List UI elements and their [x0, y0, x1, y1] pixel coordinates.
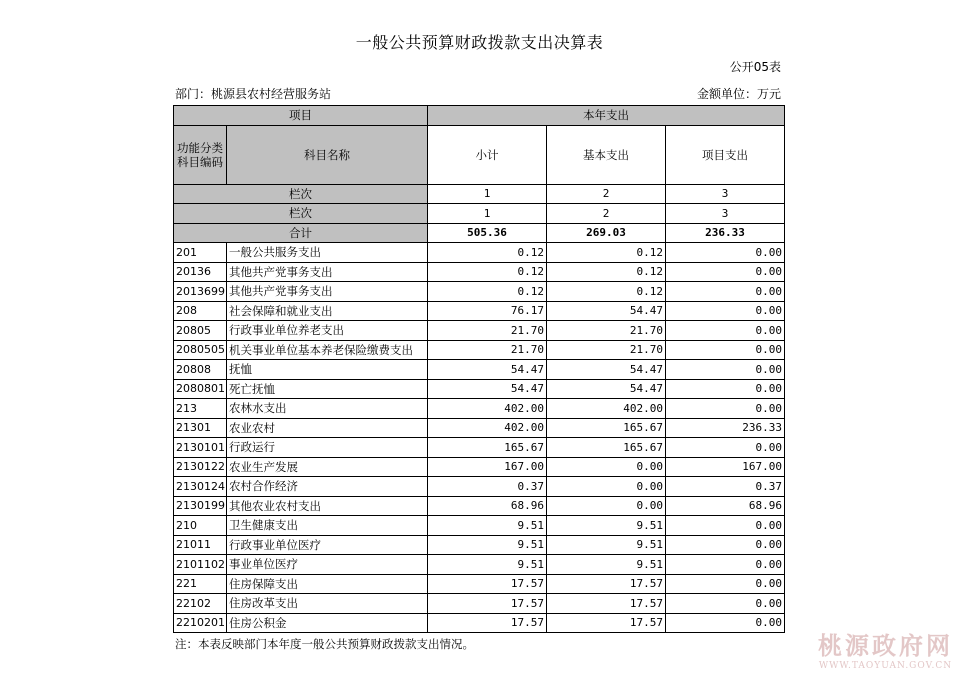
row-name: 农村合作经济	[227, 477, 428, 497]
row-code: 210	[174, 516, 227, 536]
table-row	[174, 594, 785, 614]
table-row	[174, 438, 785, 458]
row-project: 236.33	[666, 418, 785, 438]
header-basic: 基本支出	[547, 125, 666, 184]
total-label: 合计	[174, 223, 428, 243]
row-code: 2130122	[174, 457, 227, 477]
col-index-1: 1	[428, 184, 547, 204]
row-basic: 54.47	[547, 360, 666, 380]
row-project: 0.37	[666, 477, 785, 497]
row-project: 0.00	[666, 301, 785, 321]
row-basic: 54.47	[547, 379, 666, 399]
row-code: 2080801	[174, 379, 227, 399]
row-subtotal: 9.51	[428, 555, 547, 575]
row-basic: 54.47	[547, 301, 666, 321]
table-row	[174, 418, 785, 438]
row-name: 住房保障支出	[227, 574, 428, 594]
row-basic: 0.12	[547, 243, 666, 263]
row-project: 68.96	[666, 496, 785, 516]
row-basic: 17.57	[547, 574, 666, 594]
row-subtotal: 17.57	[428, 574, 547, 594]
table-row	[174, 360, 785, 380]
row-basic: 9.51	[547, 516, 666, 536]
row-name: 农业生产发展	[227, 457, 428, 477]
row-project: 0.00	[666, 438, 785, 458]
row-name: 社会保障和就业支出	[227, 301, 428, 321]
row-code: 2080505	[174, 340, 227, 360]
row-code: 2130101	[174, 438, 227, 458]
total-subtotal: 505.36	[428, 223, 547, 243]
watermark-url: WWW.TAOYUAN.GOV.CN	[818, 661, 953, 671]
row-basic: 0.00	[547, 477, 666, 497]
row-basic: 0.00	[547, 457, 666, 477]
table-row	[174, 262, 785, 282]
total-project: 236.33	[666, 223, 785, 243]
col-index-2: 2	[547, 184, 666, 204]
row-name: 农林水支出	[227, 399, 428, 419]
row-code: 201	[174, 243, 227, 263]
row-project: 0.00	[666, 243, 785, 263]
row-subtotal: 0.12	[428, 282, 547, 302]
row-subtotal: 76.17	[428, 301, 547, 321]
row-basic: 9.51	[547, 535, 666, 555]
row-code: 20808	[174, 360, 227, 380]
row-basic: 9.51	[547, 555, 666, 575]
table-row	[174, 321, 785, 341]
table-row	[174, 555, 785, 575]
row-project: 0.00	[666, 535, 785, 555]
row-code: 22102	[174, 594, 227, 614]
col-index-3: 3	[666, 184, 785, 204]
row-subtotal: 165.67	[428, 438, 547, 458]
row-basic: 0.12	[547, 282, 666, 302]
row-project: 0.00	[666, 282, 785, 302]
table-row	[174, 399, 785, 419]
row-subtotal: 402.00	[428, 399, 547, 419]
row-subtotal: 17.57	[428, 594, 547, 614]
row-subtotal: 0.12	[428, 243, 547, 263]
row-code: 221	[174, 574, 227, 594]
row-project: 0.00	[666, 379, 785, 399]
row-basic: 402.00	[547, 399, 666, 419]
footnote: 注：本表反映部门本年度一般公共预算财政拨款支出情况。	[175, 637, 474, 651]
row-subtotal: 54.47	[428, 360, 547, 380]
col-label: 栏次	[174, 184, 428, 204]
page-title: 一般公共预算财政拨款支出决算表	[355, 33, 604, 52]
table-row	[174, 535, 785, 555]
column-index-row	[174, 204, 785, 224]
row-code: 2210201	[174, 613, 227, 633]
row-subtotal: 21.70	[428, 340, 547, 360]
row-subtotal: 9.51	[428, 516, 547, 536]
row-name: 其他共产党事务支出	[227, 282, 428, 302]
row-code: 20136	[174, 262, 227, 282]
col-index-1: 1	[428, 204, 547, 224]
table-row	[174, 301, 785, 321]
row-code: 213	[174, 399, 227, 419]
row-basic: 0.12	[547, 262, 666, 282]
row-project: 0.00	[666, 399, 785, 419]
row-project: 0.00	[666, 574, 785, 594]
row-code: 21301	[174, 418, 227, 438]
table-row	[174, 477, 785, 497]
col-label: 栏次	[174, 204, 428, 224]
row-name: 死亡抚恤	[227, 379, 428, 399]
header-row-2	[174, 125, 785, 184]
row-code: 21011	[174, 535, 227, 555]
row-name: 住房公积金	[227, 613, 428, 633]
row-basic: 17.57	[547, 594, 666, 614]
table-row	[174, 340, 785, 360]
row-name: 事业单位医疗	[227, 555, 428, 575]
watermark-text: 桃源政府网	[818, 631, 953, 660]
row-name: 机关事业单位基本养老保险缴费支出	[227, 340, 428, 360]
row-subtotal: 167.00	[428, 457, 547, 477]
unit-label: 金额单位：万元	[696, 87, 781, 101]
table-row	[174, 457, 785, 477]
row-basic: 17.57	[547, 613, 666, 633]
row-code: 208	[174, 301, 227, 321]
row-project: 0.00	[666, 516, 785, 536]
row-subtotal: 17.57	[428, 613, 547, 633]
row-code: 2130124	[174, 477, 227, 497]
column-index-row	[174, 184, 785, 204]
row-name: 卫生健康支出	[227, 516, 428, 536]
col-index-2: 2	[547, 204, 666, 224]
row-name: 其他农业农村支出	[227, 496, 428, 516]
header-func-code: 功能分类科目编码	[174, 125, 227, 184]
header-current-year: 本年支出	[428, 106, 785, 126]
row-code: 2101102	[174, 555, 227, 575]
row-subtotal: 21.70	[428, 321, 547, 341]
row-code: 20805	[174, 321, 227, 341]
row-name: 行政运行	[227, 438, 428, 458]
table-row	[174, 379, 785, 399]
row-code: 2130199	[174, 496, 227, 516]
table-row	[174, 282, 785, 302]
col-index-3: 3	[666, 204, 785, 224]
row-subtotal: 402.00	[428, 418, 547, 438]
table-row	[174, 496, 785, 516]
row-basic: 21.70	[547, 340, 666, 360]
row-name: 一般公共服务支出	[227, 243, 428, 263]
total-basic: 269.03	[547, 223, 666, 243]
department-label: 部门：桃源县农村经营服务站	[175, 87, 332, 101]
row-basic: 165.67	[547, 438, 666, 458]
table-row	[174, 613, 785, 633]
row-project: 0.00	[666, 321, 785, 341]
row-code: 2013699	[174, 282, 227, 302]
table-row	[174, 516, 785, 536]
table-row	[174, 574, 785, 594]
header-row-1	[174, 106, 785, 126]
row-subtotal: 68.96	[428, 496, 547, 516]
table-row	[174, 243, 785, 263]
row-name: 行政事业单位养老支出	[227, 321, 428, 341]
row-project: 0.00	[666, 360, 785, 380]
row-subtotal: 0.37	[428, 477, 547, 497]
row-project: 167.00	[666, 457, 785, 477]
row-project: 0.00	[666, 262, 785, 282]
row-basic: 21.70	[547, 321, 666, 341]
row-name: 抚恤	[227, 360, 428, 380]
row-subtotal: 54.47	[428, 379, 547, 399]
row-project: 0.00	[666, 613, 785, 633]
expenditure-table	[173, 105, 785, 633]
row-basic: 0.00	[547, 496, 666, 516]
row-subtotal: 9.51	[428, 535, 547, 555]
row-project: 0.00	[666, 555, 785, 575]
row-name: 行政事业单位医疗	[227, 535, 428, 555]
table-code: 公开05表	[729, 60, 781, 74]
total-row	[174, 223, 785, 243]
header-subject-name: 科目名称	[227, 125, 428, 184]
row-basic: 165.67	[547, 418, 666, 438]
row-project: 0.00	[666, 340, 785, 360]
row-name: 其他共产党事务支出	[227, 262, 428, 282]
header-subtotal: 小计	[428, 125, 547, 184]
row-name: 农业农村	[227, 418, 428, 438]
row-name: 住房改革支出	[227, 594, 428, 614]
row-project: 0.00	[666, 594, 785, 614]
row-subtotal: 0.12	[428, 262, 547, 282]
header-project: 项目	[174, 106, 428, 126]
watermark	[818, 626, 953, 671]
header-project-exp: 项目支出	[666, 125, 785, 184]
